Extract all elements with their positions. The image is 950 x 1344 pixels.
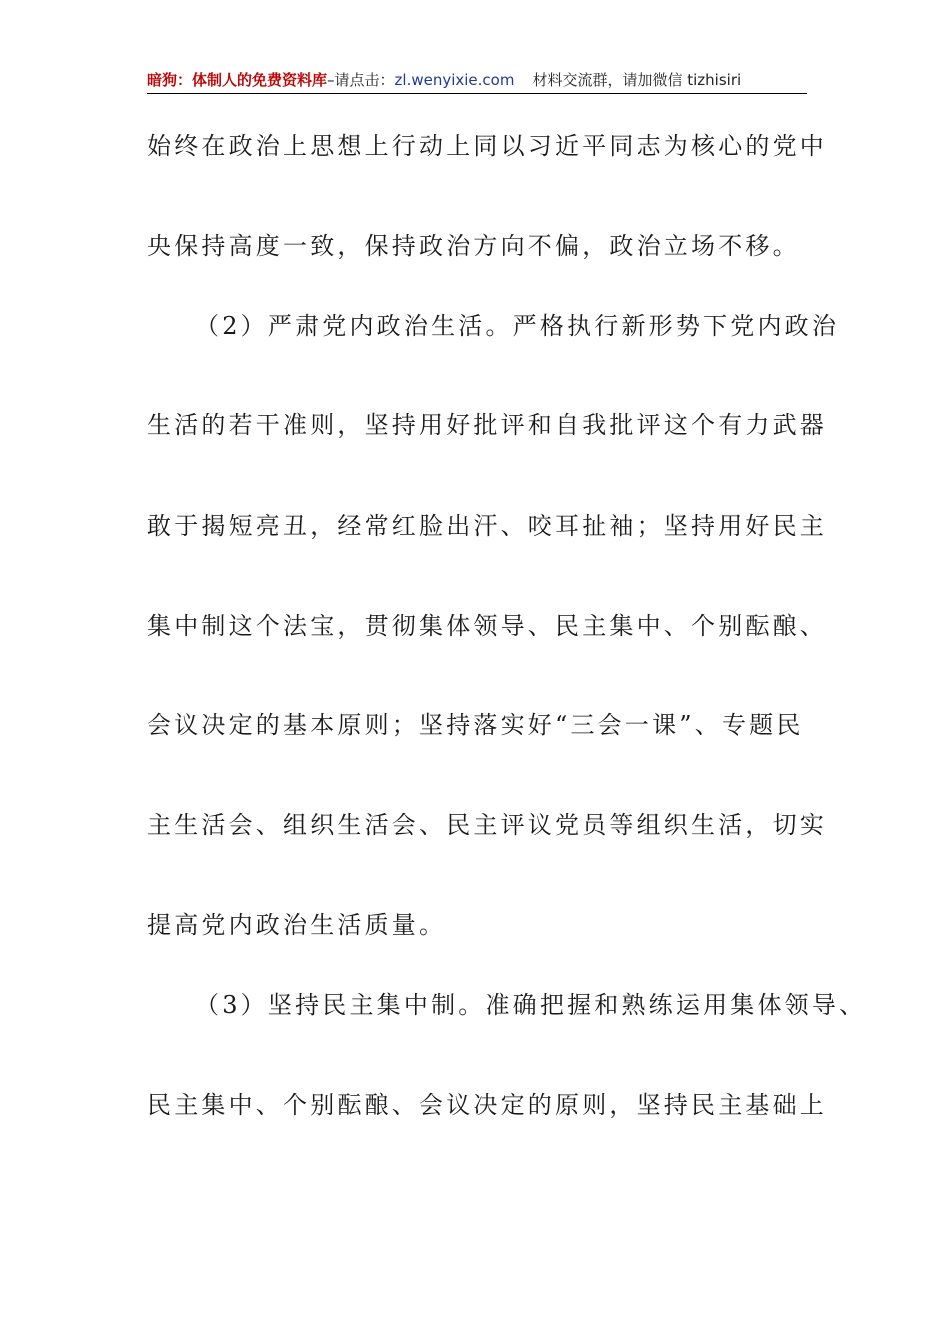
body-line: 民主集中、个别酝酿、会议决定的原则，坚持民主基础上 [147,1091,827,1119]
body-line: 提高党内政治生活质量。 [147,911,447,939]
body-line: 始终在政治上思想上行动上同以习近平同志为核心的党中 [147,132,827,160]
body-line: 央保持高度一致，保持政治方向不偏，政治立场不移。 [147,232,800,260]
body-line: 生活的若干准则，坚持用好批评和自我批评这个有力武器 [147,411,827,439]
body-line: 会议决定的基本原则；坚持落实好“三会一课”、专题民 [147,711,804,739]
body-line: （2）严肃党内政治生活。严格执行新形势下党内政治 [195,312,840,340]
header-wechat-note: 材料交流群，请加微信 tizhisiri [532,71,742,89]
body-line: 主生活会、组织生活会、民主评议党员等组织生活，切实 [147,811,827,839]
body-line: 敢于揭短亮丑，经常红脸出汗、咬耳扯袖；坚持用好民主 [147,512,827,540]
header-prompt: –请点击： [327,71,395,89]
body-line: （3）坚持民主集中制。准确把握和熟练运用集体领导、 [195,991,867,1019]
page-header [147,68,807,92]
header-brand: 暗狗：体制人的免费资料库 [147,71,328,89]
header-url-link[interactable]: zl.wenyixie.com [394,71,515,89]
body-line: 集中制这个法宝，贯彻集体领导、民主集中、个别酝酿、 [147,612,827,640]
header-divider [147,93,807,94]
